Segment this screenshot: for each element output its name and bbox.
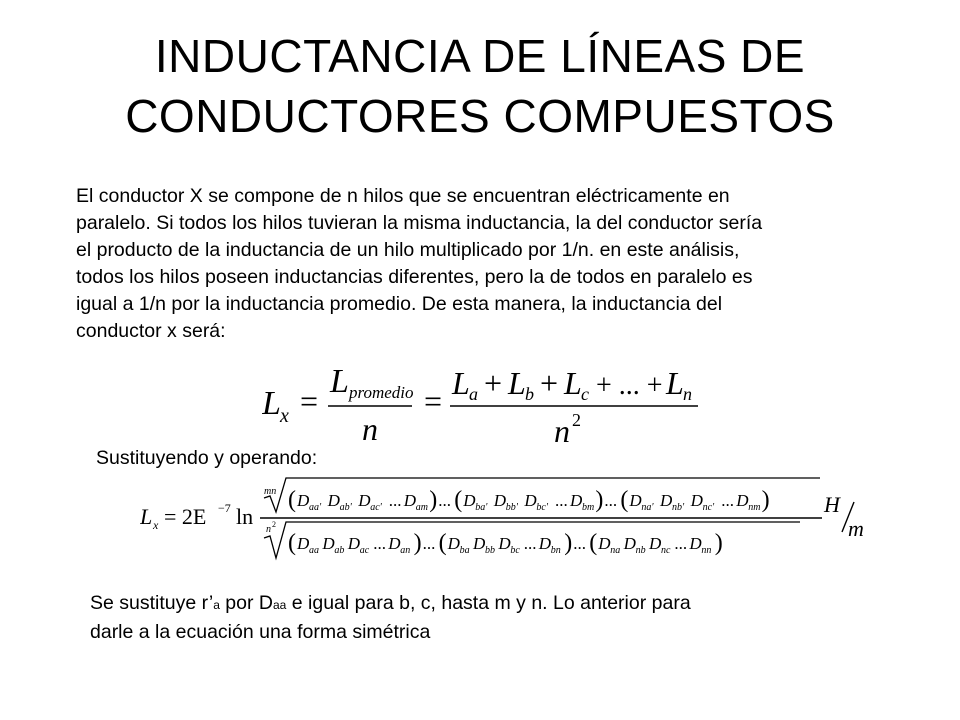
eq2-exp: −7 [218,501,231,515]
numerator-distance-D: D [660,491,673,510]
numerator-distance-D: D [297,491,310,510]
numerator-distance-D: D [736,491,749,510]
numerator-distance-D: D [570,491,583,510]
denominator-distance-D: D [388,534,401,553]
denominator-distance-sub: aa [309,545,319,556]
inductance-average-equation [262,362,702,448]
numerator-distance-sub: na' [641,502,654,513]
denominator-distance-sub: an [400,545,411,556]
denominator-group-separator: ... [573,534,586,553]
eq2-den-root-index: n [266,524,271,535]
denominator-open-paren: ( [288,530,296,556]
note-line-2: darle a la ecuación una forma simétrica [90,621,431,643]
denominator-distance-sub: ba [459,545,470,556]
denominator-distance-sub: ac [359,545,370,556]
numerator-close-paren: ) [429,487,438,513]
numerator-open-paren: ( [620,487,629,513]
eq2-lhs-sub: x [153,518,159,532]
eq1-num1-L: L [330,363,349,400]
eq1-num2-L-a: L [452,365,470,401]
numerator-distance-sub: aa' [309,502,322,513]
denominator-dots: ... [674,534,688,553]
paragraph-line: todos los hilos poseen inductancias diferentes, pero la de todos en paralelo es [76,266,753,288]
numerator-group-separator: ... [438,491,451,510]
note-text-3: e igual para b, c, hasta m y n. Lo anterior para [286,592,691,614]
denominator-group-separator: ... [422,534,436,553]
denominator-open-paren: ( [589,530,598,556]
note-line-1 [90,590,890,619]
note-text-1: Se sustituye r’ [90,592,214,614]
eq2-lhs-L: L [140,504,153,529]
eq1-num2-sub-b: b [525,384,534,404]
denominator-distance-sub: bc [510,545,520,556]
numerator-distance-sub: bc' [536,502,548,513]
slide-title [0,26,960,146]
eq1-den2-n: n [554,413,570,448]
symmetry-note [90,590,890,646]
eq1-num2-sub-a: a [469,384,478,404]
numerator-distance-sub: bm [582,502,595,513]
denominator-dots: ... [523,534,537,553]
denominator-distance-sub: nb [635,545,646,556]
denominator-distance-sub: ab [334,545,345,556]
note-sub-aa: aa [273,598,287,612]
numerator-distance-D: D [403,491,417,510]
eq2-num-root-index: mn [264,486,277,497]
note-sub-a: a [213,598,220,612]
denominator-distance-D: D [347,534,361,553]
equation-2-svg [140,474,870,564]
denominator-close-paren: ) [413,530,422,556]
numerator-distance-D: D [629,491,642,510]
numerator-distance-D: D [493,491,507,510]
denominator-distance-D: D [689,534,702,553]
numerator-distance-sub: ab' [339,502,352,513]
numerator-distance-sub: am [415,502,429,513]
numerator-distance-sub: bb' [505,502,518,513]
equation-1-svg [262,362,702,448]
denominator-distance-sub: nn [701,545,712,556]
eq1-den1: n [362,411,378,447]
denominator-distance-D: D [473,534,486,553]
slide-title-line-2: CONDUCTORES COMPUESTOS [125,90,835,142]
denominator-close-paren: ) [564,530,573,556]
eq1-equals-2: = [424,383,443,419]
eq1-lhs-L: L [262,385,281,422]
numerator-distance-D: D [690,491,703,510]
numerator-distance-D: D [524,491,537,510]
denominator-distance-D: D [649,534,662,553]
eq1-num2-L-n: L [666,365,684,401]
numerator-distance-D: D [463,491,476,510]
eq1-num1-sub: promedio [349,383,414,402]
denominator-distance-sub: na [610,545,621,556]
paragraph-line: el producto de la inductancia de un hilo multiplicado por 1/n. en este análisis, [76,239,740,261]
numerator-open-paren: ( [454,487,463,513]
eq2-numerator [288,487,770,513]
numerator-distance-D: D [358,491,371,510]
eq1-num2-sub-n: n [683,384,692,404]
denominator-distance-sub: bn [550,545,561,556]
denominator-distance-D: D [598,534,611,553]
paragraph-line: paralelo. Si todos los hilos tuvieran la misma inductancia, la del conductor sería [76,212,763,234]
denominator-open-paren: ( [438,530,447,556]
eq2-ln: ln [236,504,254,529]
eq1-equals-1: = [300,383,319,419]
eq2-den-root-exp: 2 [272,520,276,529]
denominator-distance-D: D [538,534,552,553]
eq2-denominator [288,530,723,556]
denominator-close-paren: ) [714,530,723,556]
eq1-plus-2: + [540,365,559,401]
denominator-distance-D: D [297,534,310,553]
paragraph-line: El conductor X se compone de n hilos que se encuentran eléctricamente en [76,185,730,207]
denominator-distance-sub: bb [485,545,495,556]
numerator-dots: ... [555,491,568,510]
paragraph-line: igual a 1/n por la inductancia promedio. De esta manera, la inductancia del [76,293,723,315]
numerator-distance-sub: nb' [672,502,685,513]
intro-paragraph [76,183,936,345]
substituting-label: Sustituyendo y operando: [96,447,318,469]
eq1-den2-exp: 2 [572,410,581,430]
note-text-2: por D [219,592,273,614]
paragraph-line: conductor x será: [76,320,226,342]
eq1-plus-dots: + ... + [596,370,663,401]
numerator-dots: ... [388,491,402,510]
numerator-distance-sub: nm [748,502,761,513]
eq2-unit-m: m [848,516,864,541]
eq1-lhs-sub: x [280,405,289,427]
numerator-distance-sub: ba' [475,502,488,513]
numerator-open-paren: ( [288,487,296,513]
denominator-distance-D: D [322,534,335,553]
denominator-distance-D: D [447,534,460,553]
slide-title-line-1: INDUCTANCIA DE LÍNEAS DE [154,30,806,82]
gmd-inductance-equation [140,474,870,564]
numerator-group-separator: ... [604,491,618,510]
eq1-num2-L-c: L [564,365,582,401]
eq1-num2-L-b: L [508,365,526,401]
numerator-distance-sub: nc' [702,502,715,513]
numerator-distance-D: D [327,491,340,510]
eq1-plus-1: + [484,365,503,401]
denominator-distance-D: D [498,534,511,553]
numerator-close-paren: ) [761,487,770,513]
eq2-prefix: = 2E [164,504,207,529]
denominator-distance-D: D [623,534,636,553]
numerator-dots: ... [721,491,734,510]
eq1-num2-sub-c: c [581,384,589,404]
denominator-distance-sub: nc [661,545,671,556]
eq2-unit-H: H [824,492,840,517]
denominator-dots: ... [373,534,386,553]
numerator-distance-sub: ac' [370,502,382,513]
numerator-close-paren: ) [595,487,604,513]
